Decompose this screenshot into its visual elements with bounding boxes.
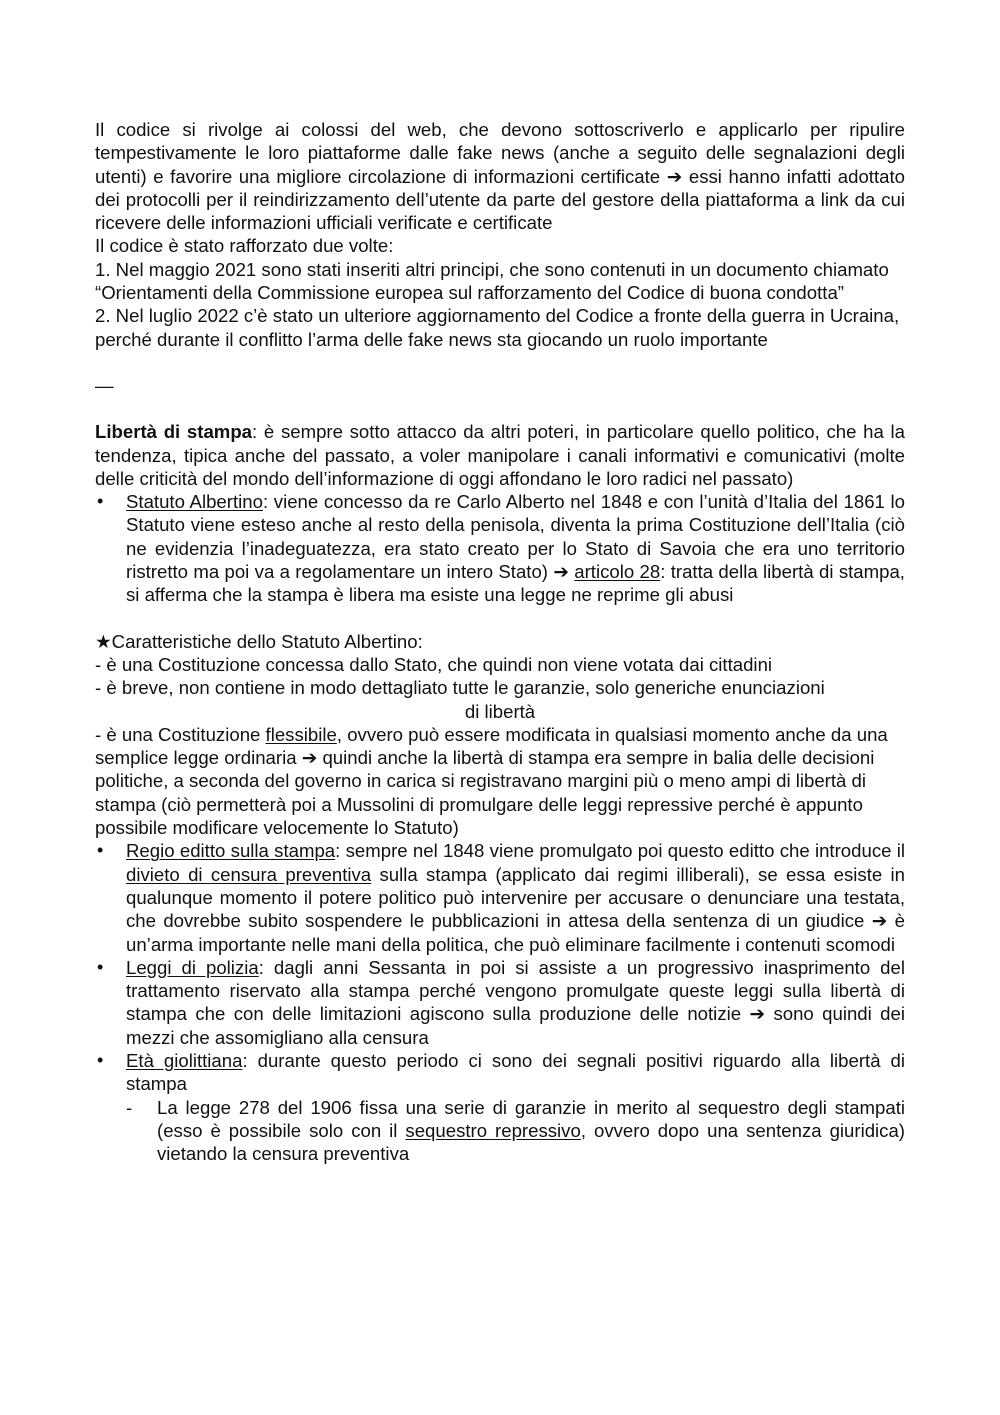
liberta-paragraph [95,420,905,490]
spacer [95,351,905,374]
intro-paragraph: Il codice si rivolge ai colossi del web, che devono sottoscriverlo e applicarlo per ripulire tempestivamente le loro piattaforme dalle fake news (anche a seguito delle segnalazioni degli utenti) e favorire una migliore circolazione di informazioni certificate ➔ essi hanno infatti adottato dei protocolli per il reindirizzamento dell’utente da parte del gestore della piattaforma a link da cui ricevere delle informazioni ufficiali verificate e certificate [95,119,905,234]
editto-text-1: : sempre nel 1848 viene promulgato poi questo editto che introduce il [335,840,906,862]
separator-dash: — [95,374,114,396]
reinforced-line: Il codice è stato rafforzato due volte: [95,235,394,257]
list-item-statuto [95,490,905,606]
bullet-icon: • [97,956,104,977]
giolitti-term: Età giolittiana [126,1049,243,1071]
liberta-term: Libertà di stampa [95,421,253,443]
storia-list [95,839,905,1165]
bullet-icon: • [97,491,104,512]
numbered-item-1: 1. Nel maggio 2021 sono stati inseriti altri principi, che sono contenuti in un documento chiamato “Orientamenti della Commissione europea sul rafforzamento del Codice di buona condotta” [95,258,889,304]
numbered-item-2: 2. Nel luglio 2022 c’è stato un ulteriore aggiornamento del Codice a fronte della guerra in Ucraina, perché durante il conflitto l’arma delle fake news sta giocando un ruolo importante [95,305,900,350]
line3-text-a: - è una Costituzione [95,723,266,745]
caratteristiche-line-2b: di libertà [464,700,536,722]
giolitti-sublist [126,1096,905,1166]
sub-item-legge [126,1096,905,1166]
editto-term: Regio editto sulla stampa [126,840,336,862]
list-item-editto [95,839,905,955]
dash-icon: - [126,1096,133,1118]
editto-text-2: sulla stampa (applicato dai regimi illiberali), se essa esiste in qualunque momento il potere politico può intervenire per accusare o denunciare una testata, che dovrebbe subito sospendere le pubblicazioni in attesa della sentenza di un giudice ➔ è un’arma importante nelle mani della politica, che può eliminare facilmente i contenuti scomodi [126,863,906,955]
articolo-term: articolo 28 [574,561,661,583]
polizia-text: : dagli anni Sessanta in poi si assiste a un progressivo inasprimento del trattamento riservato alla stampa perché vengono promulgate queste leggi sulla libertà di stampa che con delle limitazioni agiscono sulla produzione delle notizie ➔ sono quindi dei mezzi che assomigliano alla censura [126,956,905,1048]
statuto-list [95,490,905,606]
giolitti-text: : durante questo periodo ci sono dei segnali positivi riguardo alla libertà di stampa [126,1049,906,1095]
list-item-polizia [95,956,905,1049]
statuto-text-1: : viene concesso da re Carlo Alberto nel 1848 e con l’unità d’Italia del 1861 lo Statuto viene esteso anche al resto della penisola, diventa la prima Costituzione dell’Italia (ciò ne evidenzia l’inadeguatezza, era stato creato per lo Stato di Savoia che era uno territorio ristretto ma poi va a regolamentare un intero Stato) ➔ [126,491,906,583]
list-item-giolitti [95,1049,905,1165]
spacer [95,397,905,420]
polizia-term: Leggi di polizia [126,956,259,978]
line3-text-b: , ovvero può essere modificata in qualsiasi momento anche da una semplice legge ordinaria ➔ quindi anche la libertà di stampa era sempre in balia delle decisioni politiche, a seconda del governo in carica si registravano margini più o meno ampi di libertà di stampa (ciò permetterà poi a Mussolini di promulgare delle leggi repressive perché è appunto possibile modificare velocemente lo Statuto) [95,723,888,839]
bullet-icon: • [97,1049,104,1070]
statuto-term: Statuto Albertino [126,491,263,513]
caratteristiche-line-1: - è una Costituzione concessa dallo Stato, che quindi non viene votata dai cittadini [95,653,773,675]
caratteristiche-line-2: - è breve, non contiene in modo dettagliato tutte le garanzie, solo generiche enunciazioni [95,677,825,699]
liberta-text: : è sempre sotto attacco da altri poteri, in particolare quello politico, che ha la tendenza, tipica anche del passato, a voler manipolare i canali informativi e comunicativi (molte delle criticità del mondo dell’informazione di oggi affondano le loro radici nel passato) [95,421,906,489]
statuto-text-2: : tratta della libertà di stampa, si afferma che la stampa è libera ma esiste una legge ne reprime gli abusi [126,561,905,606]
censura-term: divieto di censura preventiva [126,863,372,885]
legge-text-2: , ovvero dopo una sentenza giuridica) vietando la censura preventiva [157,1119,906,1165]
caratteristiche-heading: ★Caratteristiche dello Statuto Albertino: [95,630,423,652]
sequestro-term: sequestro repressivo [405,1119,581,1141]
bullet-icon: • [97,840,104,861]
legge-text-1: La legge 278 del 1906 fissa una serie di garanzie in merito al sequestro degli stampati (esso è possibile solo con il [157,1096,905,1141]
caratteristiche-line-3 [95,723,905,839]
flessibile-term: flessibile [265,723,337,745]
spacer [95,607,905,630]
